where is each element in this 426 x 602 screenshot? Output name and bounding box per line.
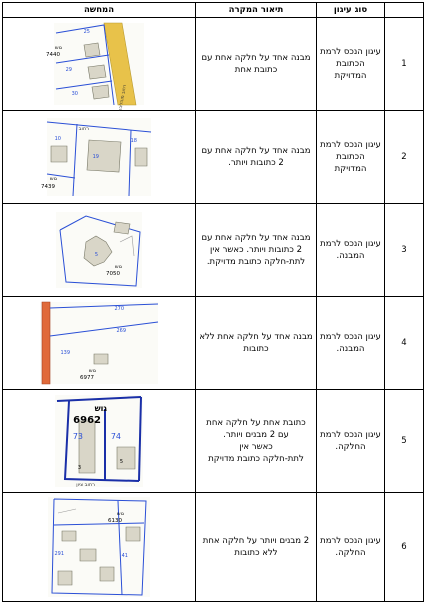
- block-number: 7050: [106, 271, 120, 277]
- type-line: המדויקת: [334, 164, 367, 174]
- parcel-label: 10: [54, 136, 61, 142]
- building-shape: [114, 222, 130, 234]
- building-shape: [51, 146, 67, 162]
- header-sketch: המחשה: [3, 3, 196, 18]
- road-shape: [42, 302, 50, 384]
- header-type: סוג עיגון: [317, 3, 385, 18]
- row-type: [317, 111, 385, 204]
- type-line: החלקה.: [335, 548, 366, 558]
- type-line: עיגון הנכס לרמת: [320, 536, 381, 546]
- desc-line: עם 2 מבנים ויותר.: [223, 430, 289, 440]
- map-sketch-4: [40, 302, 158, 384]
- desc-line: 2 מבנים ויותר על חלקה אחת: [202, 536, 310, 546]
- building-shape: [92, 85, 109, 99]
- desc-line: כתובות: [243, 344, 269, 354]
- parcel-label: 29: [65, 67, 72, 73]
- row-number: 6: [385, 493, 424, 602]
- desc-line: 2 כתובות ויותר. כאשר אין: [210, 245, 302, 255]
- block-label: גוש: [89, 368, 96, 374]
- table-row: [3, 297, 424, 390]
- row-number: 5: [385, 390, 424, 493]
- header-description: תיאור המקרה: [196, 3, 317, 18]
- row-description: [196, 390, 317, 493]
- header-row: [3, 3, 424, 18]
- desc-line: לתת-חלקה כתובת מדויקת.: [206, 257, 306, 267]
- type-line: המדויקת: [334, 71, 367, 81]
- building-shape: [100, 567, 114, 581]
- building-shape: [117, 447, 135, 469]
- block-number: 6962: [73, 415, 101, 426]
- building-shape: [88, 65, 106, 79]
- building-shape: [58, 571, 72, 585]
- row-type: [317, 297, 385, 390]
- building-shape: [84, 43, 100, 57]
- parcel-anchoring-table: [2, 2, 424, 602]
- parcel-label: 74: [110, 432, 121, 441]
- parcel-label: 30: [71, 91, 78, 97]
- map-sketch-6: [48, 497, 150, 597]
- row-number: 4: [385, 297, 424, 390]
- block-number: 7439: [41, 184, 55, 190]
- row-number: 1: [385, 18, 424, 111]
- street-label: רחוב ציון: [76, 482, 95, 488]
- row-type: [317, 390, 385, 493]
- map-sketch-3: [56, 212, 142, 288]
- parcel-label: 19: [92, 154, 99, 160]
- building-shape: [80, 549, 96, 561]
- map-sketch-5: [55, 395, 143, 487]
- row-description: [196, 111, 317, 204]
- table-row: [3, 111, 424, 204]
- block-label: גוש: [94, 404, 107, 413]
- header-number: [385, 3, 424, 18]
- row-type: [317, 204, 385, 297]
- desc-line: כתובת אחת: [234, 65, 278, 75]
- parcel-label: 291: [54, 551, 64, 557]
- row-type: [317, 493, 385, 602]
- parcel-label: 73: [72, 432, 83, 441]
- block-number: 6977: [80, 375, 94, 381]
- map-sketch-1: [46, 23, 144, 112]
- type-line: הכתובת: [336, 152, 365, 162]
- street-label: רחוב מוהליבר: [118, 84, 128, 112]
- building-shape: [79, 421, 95, 473]
- type-line: עיגון הנכס לרמת: [320, 430, 381, 440]
- table-row: [3, 390, 424, 493]
- building-shape: [62, 531, 76, 541]
- block-label: גוש: [55, 45, 62, 51]
- type-line: המבנה.: [336, 344, 365, 354]
- desc-line: מבנה אחד על חלקה אחת עם: [201, 53, 311, 63]
- desc-line: מבנה אחד על חלקה אחת עם: [201, 233, 311, 243]
- row-sketch: [3, 390, 196, 493]
- type-line: עיגון הנכס לרמת: [320, 332, 381, 342]
- street-label: רחוב: [78, 126, 89, 132]
- building-shape: [126, 527, 140, 541]
- row-number: 2: [385, 111, 424, 204]
- desc-line: 2 כתובות ויותר.: [228, 158, 284, 168]
- block-number: 6130: [108, 518, 122, 524]
- parcel-label: 5: [94, 252, 98, 258]
- type-line: החלקה.: [335, 442, 366, 452]
- type-line: המבנה.: [336, 251, 365, 261]
- type-line: עיגון הנכס לרמת: [320, 140, 381, 150]
- building-shape: [94, 354, 108, 364]
- row-sketch: [3, 111, 196, 204]
- parcel-label: 41: [121, 553, 128, 559]
- type-line: עיגון הנכס לרמת: [320, 47, 381, 57]
- type-line: עיגון הנכס לרמת: [320, 239, 381, 249]
- building-shape: [135, 148, 147, 166]
- table-row: [3, 18, 424, 111]
- desc-line: ללא כתובות: [234, 548, 278, 558]
- parcel-label: 139: [60, 350, 70, 356]
- row-description: [196, 297, 317, 390]
- row-description: [196, 493, 317, 602]
- table-row: [3, 204, 424, 297]
- row-description: [196, 18, 317, 111]
- map-sketch-2: [41, 118, 151, 196]
- block-label: גוש: [115, 264, 122, 270]
- desc-line: מבנה אחד על חלקה אחת עם: [201, 146, 311, 156]
- desc-line: כתובת אחת על חלקה אחת: [206, 418, 306, 428]
- row-sketch: [3, 204, 196, 297]
- row-number: 3: [385, 204, 424, 297]
- parcel-label: 3: [77, 465, 81, 471]
- block-number: 7440: [46, 52, 60, 58]
- parcel-label: 269: [116, 328, 126, 334]
- parcel-label: 270: [114, 306, 124, 312]
- parcel-label: 25: [83, 29, 90, 35]
- row-type: [317, 18, 385, 111]
- row-description: [196, 204, 317, 297]
- block-label: גוש: [50, 176, 57, 182]
- desc-line: מבנה אחד על חלקה אחת ללא: [199, 332, 313, 342]
- desc-line: כאשר אין: [239, 442, 273, 452]
- row-sketch: [3, 18, 196, 111]
- block-label: גוש: [117, 511, 124, 517]
- table-row: [3, 493, 424, 602]
- desc-line: לתת-חלקה כתובת מדויקת: [208, 454, 304, 464]
- parcel-label: 18: [130, 138, 137, 144]
- type-line: הכתובת: [336, 59, 365, 69]
- row-sketch: [3, 493, 196, 602]
- parcel-label: 5: [119, 459, 123, 465]
- row-sketch: [3, 297, 196, 390]
